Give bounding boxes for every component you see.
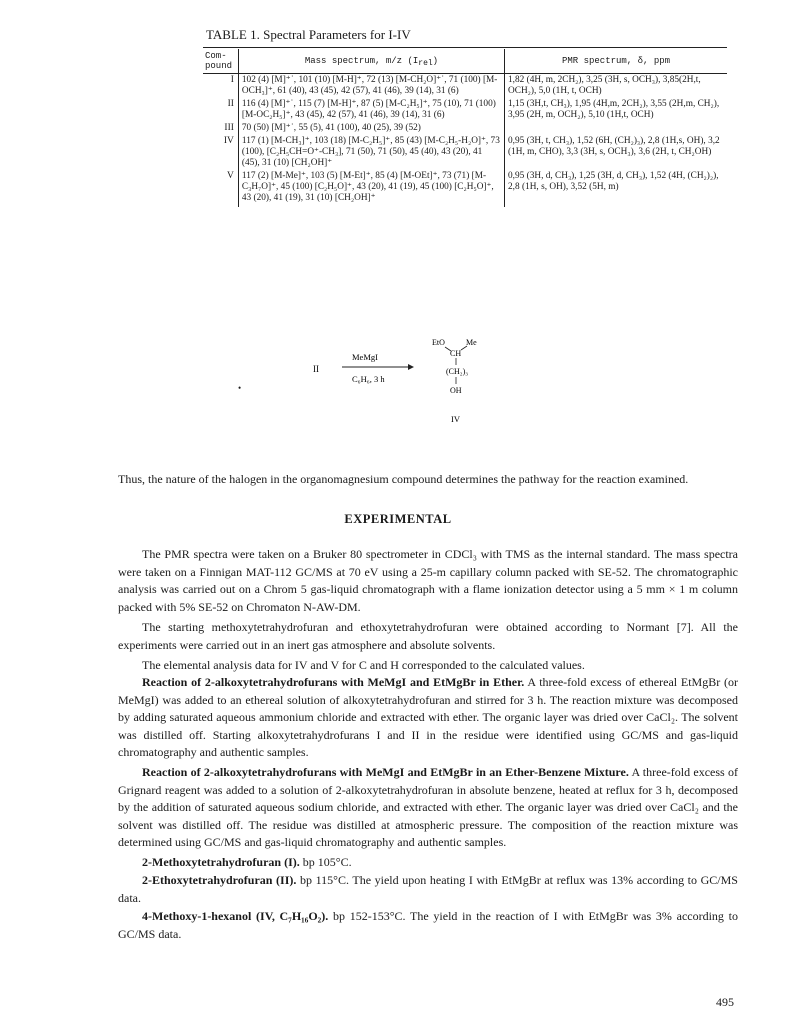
product-chain: (CH₂)₃ [446,367,469,376]
scheme-bullet: • [238,383,242,393]
paragraph-reaction-benzene-title: Reaction of 2-alkoxytetrahydrofurans with MeMgI and EtMgBr in an Ether-Benzene Mixture. [142,765,629,779]
header-compound: Com- pound [203,49,238,74]
scheme-reagent-top: MeMgI [352,352,378,362]
table-row [203,74,727,99]
row-pmr-spectrum: 0,95 (3H, t, CH₃), 1,52 (6H, (CH₂)₃), 2,8 (1H,s, OH), 3,2 (1H, m, CHO), 3,3 (3H, s, OCH₃), 3,6 (2H, t, CH₂OH) [508,136,720,157]
row-mass-spectrum: 70 (50) [M]⁺˙, 55 (5), 41 (100), 40 (25), 39 (52) [238,122,504,135]
row-mass-spectrum: 102 (4) [M]⁺˙, 101 (10) [M-H]⁺, 72 (13) [M-CH₂O]⁺˙, 71 (100) [M-OCH₃]⁺, 61 (40), 43 (45), 42 (57), 41 (46), 39 (14), 31 (6) [238,74,504,99]
paragraph-reaction-benzene [118,764,738,852]
header-mass: Mass spectrum, m/z $(I_{rel})$ [238,49,504,74]
row-compound: III [224,123,234,133]
paragraph-reaction-ether [118,674,738,762]
compound-iv-data: bp 152-153°C. The yield in the reaction of I with EtMgBr was 3% according to GC/MS data. [118,909,738,941]
paragraph-starting-materials: The starting methoxytetrahydrofuran and ethoxytetrahydrofuran were obtained according to Normant [7]. All the experiments were carried out in an inert gas atmosphere and absolute solvents. [118,620,738,652]
paragraph-elemental-analysis: The elemental analysis data for IV and V for C and H corresponded to the calculated values. [142,658,585,672]
row-pmr-spectrum [505,122,727,135]
row-mass-spectrum: 117 (1) [M-CH₃]⁺, 103 (18) [M-C₂H₅]⁺, 85 (43) [M-C₂H₅-H₂O]⁺, 73 (100), [C₂H₅CH=O⁺-CH₃], 71 (50), 71 (50), 45 (40), 43 (20), 41 (45), 31 (10) [CH₂OH]⁺ [238,135,504,170]
table-row [203,170,727,207]
row-pmr-spectrum: 1,82 (4H, m, 2CH₂), 3,25 (3H, s, OCH₃), 3,85(2H,t, OCH₂), 5,0 (1H, t, OCH) [508,75,701,96]
table-row [203,135,727,170]
row-pmr-spectrum: 1,15 (3H,t, CH₃), 1,95 (4H,m, 2CH₂), 3,55 (2H,m, CH₂), 3,95 (2H, m, OCH₂), 5,10 (1H,t, OCH) [508,99,720,120]
row-mass-spectrum: 116 (4) [M]⁺˙, 115 (7) [M-H]⁺, 87 (5) [M-C₂H₅]⁺, 75 (10), 71 (100) [M-OC₂H₅]⁺, 43 (45), 42 (57), 41 (46), 39 (14), 31 (6) [238,98,504,122]
scheme-reactant: II [313,364,319,374]
intro-paragraph: Thus, the nature of the halogen in the organomagnesium compound determines the pathway for the reaction examined. [118,472,689,486]
product-label: IV [451,414,460,424]
table-title: TABLE 1. Spectral Parameters for I-IV [206,27,411,42]
compound-i-data: bp 105°C. [299,855,352,869]
compound-iv-entry [118,908,738,943]
product-eto: EtO [432,338,445,347]
paragraph-instruments: The PMR spectra were taken on a Bruker 80 spectrometer in CDCl₃ with TMS as the internal standard. The mass spectra were taken on a Finnigan MAT-112 GC/MS at 70 eV using a 25-m capillary column packed with SE-52. The chromatographic analysis was carried out on a Chrom 5 gas-liquid chromatograph with a flame ionization detector using a 5 mm × 1 m column packed with 5% SE-52 on Chromaton N-AW-DM. [118,547,738,614]
page-number: 495 [716,995,734,1009]
row-pmr-spectrum: 0,95 (3H, d, CH₃), 1,25 (3H, d, CH₃), 1,52 (4H, (CH₂)₂), 2,8 (1H, s, OH), 3,52 (5H, m) [508,171,719,192]
reaction-arrow-head [408,364,414,370]
reaction-scheme [300,336,530,428]
row-mass-spectrum: 117 (2) [M-Me]⁺, 103 (5) [M-Et]⁺, 85 (4) [M-OEt]⁺, 73 (71) [M-C₃H₇O]⁺, 45 (100) [C₂H₅O]⁺, 43 (20), 41 (19), 45 (100) [C₂H₅O]⁺, 43 (20), 41 (19), 31 (10) [CH₂OH]⁺ [238,170,504,207]
compound-ii-data: bp 115°C. The yield upon heating I with EtMgBr at reflux was 13% according to GC/MS data. [118,873,738,905]
row-compound: V [227,171,234,181]
scheme-reagent-bottom: C₆H₆, 3 h [352,374,385,384]
compound-ii-name: 2-Ethoxytetrahydrofuran (II). [142,873,297,887]
paragraph-reaction-ether-text: A three-fold excess of ethereal EtMgBr (or MeMgI) was added to an ethereal solution of alkoxytetrahydrofuran and stirred for 3 h. The reaction mixture was decomposed by adding saturated aqueous ammonium chloride and extracted with ether. The organic layer was dried over CaCl₂. The solvent was distilled off. Starting alkoxytetrahydrofurans I and II in the residue were identified using GC/MS and gas-liquid chromatography and authentic samples. [118,675,738,760]
compound-i-entry [118,854,738,872]
product-me: Me [466,338,477,347]
compound-iv-name: 4-Methoxy-1-hexanol (IV, C₇H₁₆O₂). [142,909,329,923]
table-top-rule [203,47,727,48]
compound-ii-entry [118,872,738,907]
paragraph-reaction-benzene-text: A three-fold excess of Grignard reagent was added to a solution of 2-alkoxytetrahydrofuran in absolute benzene, heated at reflux for 3 h, decomposed by the addition of saturated aqueous sodium chloride, and extracted with ether. The organic layer was dried over CaCl₂ and the solvent was distilled off. The residue was distilled at atmospheric pressure. The composition of the reaction mixture was determined using GC/MS and gas-liquid chromatography and authentic samples. [118,765,739,850]
table-row [203,98,727,122]
compound-i-name: 2-Methoxytetrahydrofuran (I). [142,855,300,869]
paragraph-reaction-ether-title: Reaction of 2-alkoxytetrahydrofurans with MeMgI and EtMgBr in Ether. [142,675,525,689]
row-compound: II [227,99,234,109]
row-compound: I [230,75,234,85]
table-row [203,122,727,135]
product-oh: OH [450,386,462,395]
row-compound: IV [223,136,234,146]
section-heading: EXPERIMENTAL [344,512,452,526]
header-pmr: PMR spectrum, δ, ppm [505,49,727,74]
spectral-table [203,49,727,207]
product-ch: CH [450,349,462,358]
